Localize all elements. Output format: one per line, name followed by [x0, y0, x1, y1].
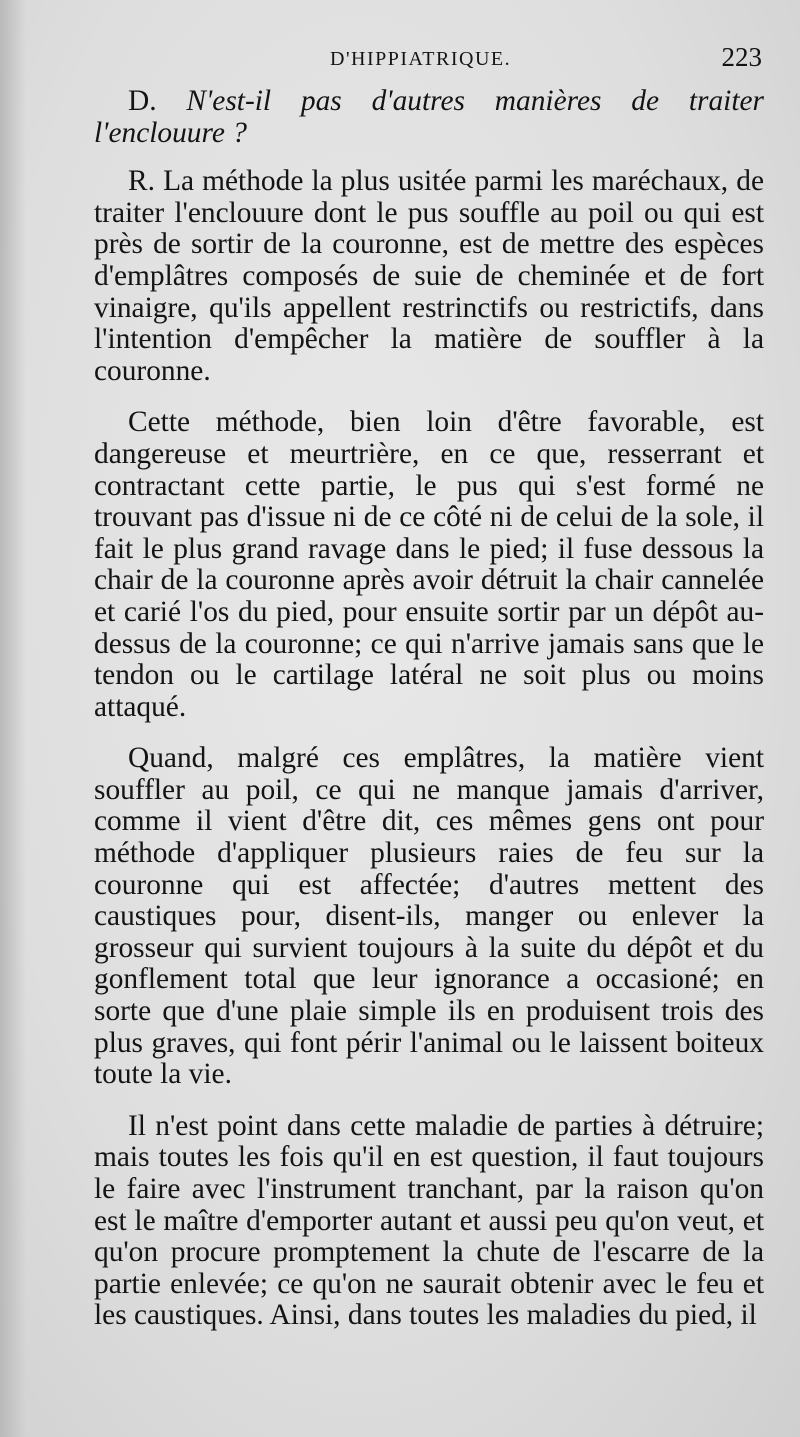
page-number: 223 [721, 42, 762, 72]
answer-paragraph [94, 166, 764, 387]
question-label: D. [128, 85, 157, 117]
question-paragraph [94, 86, 764, 149]
page-header [0, 40, 800, 80]
gutter-shadow [0, 0, 26, 1437]
paragraph: Il n'est point dans cette maladie de parties à détruire; mais toutes les fois qu'il en est question, il faut toujours le faire avec l'instrument tranchant, par la raison qu'on est le maître d'emporter autant et aussi peu qu'on veut, et qu'on procure promptement la chute de l'escarre de la partie enlevée; ce qu'on ne saurait obtenir avec le feu et les caustiques. Ainsi, dans toutes les maladies du pied, il [94, 1109, 764, 1332]
running-head: D'HIPPIATRIQUE. [330, 48, 512, 70]
paragraph: Quand, malgré ces emplâtres, la matière vient souffler au poil, ce qui ne manque jamais d'arriver, comme il vient d'être dit, ces mêmes gens ont pour méthode d'appliquer plusieurs raies de feu sur la couronne qui est affectée; d'autres mettent des caustiques pour, disent-ils, manger ou enlever la grosseur qui survient toujours à la suite du dépôt et du gonflement total que leur ignorance a occasioné; en sorte que d'une plaie simple ils en produisent trois des plus graves, qui font périr l'animal ou le laissent boiteux toute la vie. [94, 742, 764, 1091]
question-text: N'est-il pas d'autres manières de traiter l'enclouure ? [94, 85, 764, 149]
page-body [94, 86, 764, 1332]
paragraph: Cette méthode, bien loin d'être favorable, est dangereuse et meurtrière, en ce que, resserrant et contractant cette partie, le pus qui s'est formé ne trouvant pas d'issue ni de ce côté ni de celui de la sole, il fait le plus grand ravage dans le pied; il fuse dessous la chair de la couronne après avoir détruit la chair cannelée et carié l'os du pied, pour ensuite sortir par un dépôt au-dessus de la couronne; ce qui n'arrive jamais sans que le tendon ou le cartilage latéral ne soit plus ou moins attaqué. [94, 406, 764, 723]
answer-label: R. [128, 165, 155, 198]
answer-text: La méthode la plus usitée parmi les maréchaux, de traiter l'enclouure dont le pus souffle au poil ou qui est près de sortir de la couronne, est de mettre des espèces d'emplâtres composés de suie de cheminée et de fort vinaigre, qu'ils appellent restrinctifs ou restrictifs, dans l'intention d'empêcher la matière de souffler à la couronne. [94, 165, 764, 387]
